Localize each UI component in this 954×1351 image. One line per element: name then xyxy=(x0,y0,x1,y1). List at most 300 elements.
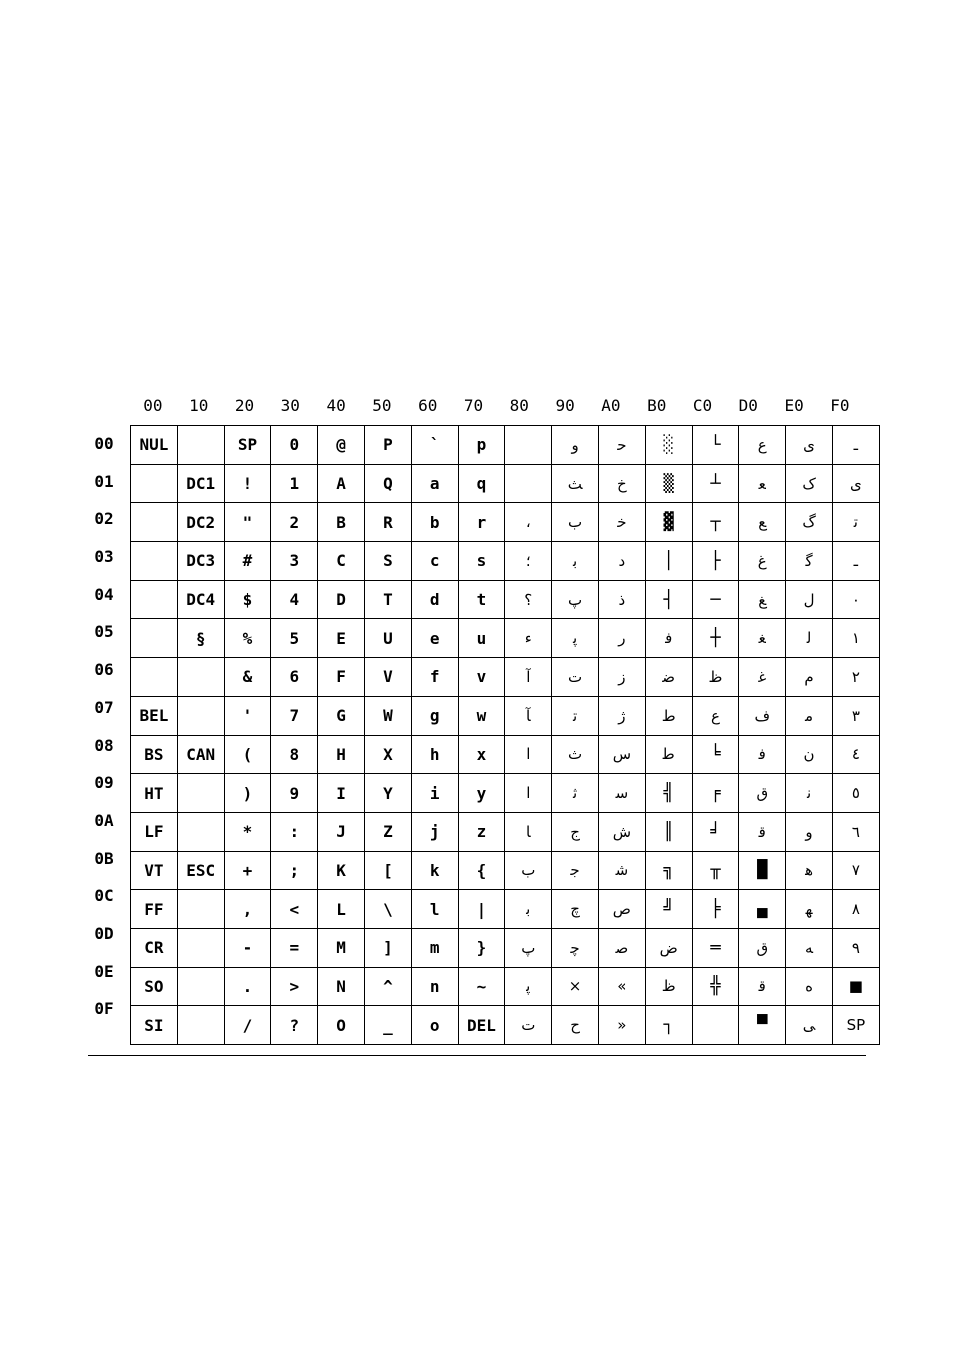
table-cell: 7 xyxy=(271,696,318,735)
table-row xyxy=(131,735,880,774)
table-cell: ؛ xyxy=(505,542,552,581)
table-cell: ╝ xyxy=(645,890,692,929)
table-row xyxy=(131,1006,880,1045)
table-cell xyxy=(505,426,552,465)
table-cell: ﺧ xyxy=(598,503,645,542)
row-header: 04 xyxy=(94,584,114,604)
table-cell: ﻊ xyxy=(739,503,786,542)
table-cell xyxy=(177,928,224,967)
table-cell: ﭖ xyxy=(505,928,552,967)
table-cell: U xyxy=(364,619,411,658)
table-cell: ١ xyxy=(832,619,879,658)
table-cell: O xyxy=(318,1006,365,1045)
table-cell: ░ xyxy=(645,426,692,465)
table-cell: % xyxy=(224,619,271,658)
table-cell: SP xyxy=(832,1006,879,1045)
table-cell: K xyxy=(318,851,365,890)
table-cell: ? xyxy=(271,1006,318,1045)
table-cell: P xyxy=(364,426,411,465)
table-cell: ﻟ xyxy=(786,619,833,658)
table-cell: ﻏ xyxy=(739,658,786,697)
table-cell: ` xyxy=(411,426,458,465)
table-cell: ﺣ xyxy=(598,426,645,465)
table-row xyxy=(131,774,880,813)
table-cell: DC4 xyxy=(177,580,224,619)
row-header: 0A xyxy=(94,810,114,830)
table-cell: 0 xyxy=(271,426,318,465)
table-cell: R xyxy=(364,503,411,542)
table-cell: ا xyxy=(505,774,552,813)
table-cell: SO xyxy=(131,967,178,1006)
table-cell: ﺕ xyxy=(552,658,599,697)
table-cell: ء xyxy=(505,619,552,658)
row-header: 0B xyxy=(94,848,114,868)
table-cell: ﻃ xyxy=(645,735,692,774)
column-header: 00 xyxy=(143,396,163,415)
table-cell: ﻥ xyxy=(786,735,833,774)
table-cell: ﻅ xyxy=(645,967,692,1006)
table-cell: _ xyxy=(364,1006,411,1045)
table-cell: | xyxy=(458,890,505,929)
row-header: 0D xyxy=(94,923,114,943)
table-cell: = xyxy=(271,928,318,967)
table-cell: ﻕ xyxy=(739,928,786,967)
table-cell: X xyxy=(364,735,411,774)
table-row xyxy=(131,542,880,581)
table-row xyxy=(131,464,880,503)
table-cell: ﺥ xyxy=(598,464,645,503)
row-header: 00 xyxy=(94,434,114,453)
table-cell: ٦ xyxy=(832,812,879,851)
table-cell: ﺽ xyxy=(645,928,692,967)
table-cell xyxy=(131,580,178,619)
table-cell: ﺭ xyxy=(598,619,645,658)
table-row xyxy=(131,696,880,735)
table-row xyxy=(131,580,880,619)
row-headers xyxy=(84,425,124,1028)
table-cell: ﮊ xyxy=(598,696,645,735)
table-cell: { xyxy=(458,851,505,890)
table-cell: BS xyxy=(131,735,178,774)
table-cell: F xyxy=(318,658,365,697)
table-row xyxy=(131,426,880,465)
table-cell: ╛ xyxy=(692,812,739,851)
table-cell: s xyxy=(458,542,505,581)
table-cell: # xyxy=(224,542,271,581)
table-cell: ﻬ xyxy=(786,890,833,929)
column-header: 20 xyxy=(234,396,255,415)
table-cell: k xyxy=(411,851,458,890)
table-cell: ﻣ xyxy=(786,696,833,735)
table-cell xyxy=(177,1006,224,1045)
table-cell xyxy=(177,967,224,1006)
table-cell: ; xyxy=(271,851,318,890)
character-code-table xyxy=(130,425,880,1045)
column-header: B0 xyxy=(647,396,667,415)
table-cell: c xyxy=(411,542,458,581)
table-cell: L xyxy=(318,890,365,929)
table-cell: ﺱ xyxy=(598,735,645,774)
table-cell: - xyxy=(224,928,271,967)
table-cell: ﭘ xyxy=(505,967,552,1006)
table-cell: ﺑ xyxy=(552,542,599,581)
table-row xyxy=(131,658,880,697)
table-cell: ﻭ xyxy=(786,812,833,851)
table-cell: └ xyxy=(692,426,739,465)
table-cell: ╥ xyxy=(692,851,739,890)
table-cell: g xyxy=(411,696,458,735)
table-cell: u xyxy=(458,619,505,658)
table-cell: E xyxy=(318,619,365,658)
table-cell: BEL xyxy=(131,696,178,735)
table-cell: y xyxy=(458,774,505,813)
table-cell xyxy=(131,658,178,697)
table-cell: ﺛ xyxy=(552,774,599,813)
table-cell: 9 xyxy=(271,774,318,813)
column-header: 80 xyxy=(509,396,529,415)
table-cell: █ xyxy=(739,851,786,890)
table-cell: $ xyxy=(224,580,271,619)
table-cell: " xyxy=(224,503,271,542)
table-cell: i xyxy=(411,774,458,813)
table-cell: ﻎ xyxy=(739,580,786,619)
table-cell: . xyxy=(224,967,271,1006)
table-cell: z xyxy=(458,812,505,851)
table-cell: ┤ xyxy=(645,580,692,619)
table-cell xyxy=(131,542,178,581)
table-cell: 3 xyxy=(271,542,318,581)
table-cell: 4 xyxy=(271,580,318,619)
table-row xyxy=(131,812,880,851)
table-cell: ╗ xyxy=(645,851,692,890)
table-cell: ﻰ xyxy=(786,1006,833,1045)
table-cell: \ xyxy=(364,890,411,929)
table-cell: ﺗ xyxy=(832,503,879,542)
table-cell: ╬ xyxy=(692,967,739,1006)
row-header: 07 xyxy=(94,697,114,717)
table-cell: V xyxy=(364,658,411,697)
table-cell: │ xyxy=(645,542,692,581)
table-cell xyxy=(177,774,224,813)
table-cell: ﺿ xyxy=(645,658,692,697)
table-cell: W xyxy=(364,696,411,735)
table-cell: ﺏ xyxy=(552,503,599,542)
table-cell: ┴ xyxy=(692,464,739,503)
table-cell: : xyxy=(271,812,318,851)
table-cell: ┼ xyxy=(692,619,739,658)
table-cell: ﺑ xyxy=(505,890,552,929)
table-cell: ╣ xyxy=(645,774,692,813)
table-cell: ﺟ xyxy=(552,851,599,890)
table-cell: [ xyxy=(364,851,411,890)
table-cell: ﭖ xyxy=(552,580,599,619)
table-cell: ﺹ xyxy=(598,890,645,929)
table-cell: ٢ xyxy=(832,658,879,697)
table-cell: t xyxy=(458,580,505,619)
column-header: A0 xyxy=(601,396,621,415)
table-cell: NUL xyxy=(131,426,178,465)
row-header: 01 xyxy=(94,471,114,491)
table-cell: ، xyxy=(505,503,552,542)
table-cell: 6 xyxy=(271,658,318,697)
table-cell: § xyxy=(177,619,224,658)
table-cell: , xyxy=(224,890,271,929)
table-cell: ' xyxy=(224,696,271,735)
table-cell: v xyxy=(458,658,505,697)
table-cell: f xyxy=(411,658,458,697)
table-cell: ( xyxy=(224,735,271,774)
table-cell: ﭘ xyxy=(552,619,599,658)
table-cell: M xyxy=(318,928,365,967)
table-cell: Z xyxy=(364,812,411,851)
table-cell: ﻩ xyxy=(786,967,833,1006)
row-header: 0F xyxy=(94,999,114,1019)
table-cell: Q xyxy=(364,464,411,503)
column-header: 10 xyxy=(189,396,209,415)
column-header: 50 xyxy=(372,396,392,415)
table-cell: e xyxy=(411,619,458,658)
table-cell: * xyxy=(224,812,271,851)
table-cell: FF xyxy=(131,890,178,929)
table-cell: ٤ xyxy=(832,735,879,774)
table-cell xyxy=(177,426,224,465)
table-cell: ﻡ xyxy=(786,658,833,697)
table-cell: ﺫ xyxy=(598,580,645,619)
table-cell xyxy=(177,890,224,929)
table-cell: ﺂ xyxy=(505,696,552,735)
table-cell: CR xyxy=(131,928,178,967)
table-cell: ﻐ xyxy=(739,619,786,658)
table-cell: ! xyxy=(224,464,271,503)
table-cell: VT xyxy=(131,851,178,890)
table-cell: ﺩ xyxy=(598,542,645,581)
table-cell: @ xyxy=(318,426,365,465)
table-cell: H xyxy=(318,735,365,774)
table-cell: ╘ xyxy=(692,735,739,774)
column-header: 70 xyxy=(463,396,484,415)
table-cell: ╞ xyxy=(692,890,739,929)
table-cell: ﻗ xyxy=(739,812,786,851)
table-cell: DC3 xyxy=(177,542,224,581)
table-cell: < xyxy=(271,890,318,929)
table-cell: ٣ xyxy=(832,696,879,735)
table-cell xyxy=(177,812,224,851)
table-cell: 1 xyxy=(271,464,318,503)
column-header: D0 xyxy=(738,396,758,415)
table-cell xyxy=(177,696,224,735)
table-cell: ٧ xyxy=(832,851,879,890)
table-cell xyxy=(131,464,178,503)
table-cell: / xyxy=(224,1006,271,1045)
table-cell: ﺗ xyxy=(552,696,599,735)
table-cell: DEL xyxy=(458,1006,505,1045)
table-cell: ▓ xyxy=(645,503,692,542)
table-cell: J xyxy=(318,812,365,851)
table-cell: ﻗ xyxy=(739,967,786,1006)
table-cell: ﻉ xyxy=(692,696,739,735)
table-row xyxy=(131,928,880,967)
row-header: 05 xyxy=(94,622,114,642)
table-cell: a xyxy=(411,464,458,503)
column-header: 60 xyxy=(418,396,438,415)
table-cell: m xyxy=(411,928,458,967)
table-cell: D xyxy=(318,580,365,619)
table-cell: SI xyxy=(131,1006,178,1045)
table-cell: ﺡ xyxy=(552,1006,599,1045)
column-header: E0 xyxy=(784,396,804,415)
table-cell: ▀ xyxy=(739,1006,786,1045)
table-cell xyxy=(131,503,178,542)
table-cell: ٩ xyxy=(832,928,879,967)
table-cell: ﮎ xyxy=(786,464,833,503)
table-cell: 2 xyxy=(271,503,318,542)
table-cell: ﺻ xyxy=(598,928,645,967)
table-cell: « xyxy=(598,967,645,1006)
row-header: 08 xyxy=(94,735,114,755)
table-cell: ﺝ xyxy=(552,812,599,851)
table-cell: DC2 xyxy=(177,503,224,542)
table-cell: r xyxy=(458,503,505,542)
row-header: 06 xyxy=(94,660,114,680)
table-cell: SP xyxy=(224,426,271,465)
table-cell: ) xyxy=(224,774,271,813)
column-header: F0 xyxy=(830,396,850,415)
table-cell: ﻉ xyxy=(739,426,786,465)
table-cell: ﺍ xyxy=(505,735,552,774)
table-cell: ═ xyxy=(692,928,739,967)
table-cell: ] xyxy=(364,928,411,967)
table-cell: ﺏ xyxy=(505,851,552,890)
table-cell: ║ xyxy=(645,812,692,851)
table-cell: & xyxy=(224,658,271,697)
table-cell: T xyxy=(364,580,411,619)
table-cell: S xyxy=(364,542,411,581)
table-cell: ﻁ xyxy=(645,696,692,735)
table-cell: ﺯ xyxy=(598,658,645,697)
table-cell: j xyxy=(411,812,458,851)
table-cell: ـ xyxy=(832,426,879,465)
table-cell xyxy=(505,464,552,503)
table-cell: ٨ xyxy=(832,890,879,929)
table-cell: ﭼ xyxy=(552,928,599,967)
table-cell: ┬ xyxy=(692,503,739,542)
table-cell: ﻓ xyxy=(739,735,786,774)
table-cell: B xyxy=(318,503,365,542)
table-cell: ﻝ xyxy=(786,580,833,619)
table-row xyxy=(131,619,880,658)
table-cell xyxy=(692,1006,739,1045)
table-cell: ﻕ xyxy=(739,774,786,813)
table-cell: ﯼ xyxy=(786,426,833,465)
table-cell: N xyxy=(318,967,365,1006)
table-cell: G xyxy=(318,696,365,735)
table-row xyxy=(131,890,880,929)
row-header: 02 xyxy=(94,509,114,529)
row-header: 0C xyxy=(94,886,114,906)
table-cell: ﺕ xyxy=(505,1006,552,1045)
table-cell: ﻪ xyxy=(786,928,833,967)
table-cell: ﮔ xyxy=(786,542,833,581)
table-cell: I xyxy=(318,774,365,813)
table-cell: ٥ xyxy=(832,774,879,813)
table-cell: HT xyxy=(131,774,178,813)
row-header: 03 xyxy=(94,547,114,567)
table-cell: q xyxy=(458,464,505,503)
table-cell: ﻌ xyxy=(739,464,786,503)
table-cell: ﻅ xyxy=(692,658,739,697)
bottom-divider xyxy=(88,1055,866,1056)
table-cell: ﻑ xyxy=(739,696,786,735)
row-header: 0E xyxy=(94,961,114,981)
table-cell: b xyxy=(411,503,458,542)
table-cell: ﺷ xyxy=(598,851,645,890)
table-cell: } xyxy=(458,928,505,967)
table-cell: ┐ xyxy=(645,1006,692,1045)
table-cell: ├ xyxy=(692,542,739,581)
table-cell: h xyxy=(411,735,458,774)
table-cell: ~ xyxy=(458,967,505,1006)
table-cell: CAN xyxy=(177,735,224,774)
column-header: 40 xyxy=(326,396,346,415)
table-cell: + xyxy=(224,851,271,890)
table-cell: n xyxy=(411,967,458,1006)
table-cell: ﻫ xyxy=(786,851,833,890)
table-cell: ﻍ xyxy=(739,542,786,581)
table-cell: ـ xyxy=(832,542,879,581)
table-cell: A xyxy=(318,464,365,503)
column-header: 90 xyxy=(555,396,575,415)
table-row xyxy=(131,967,880,1006)
table-cell: x xyxy=(458,735,505,774)
table-cell: ▒ xyxy=(645,464,692,503)
table-row xyxy=(131,503,880,542)
column-header: C0 xyxy=(692,396,713,415)
table-cell: C xyxy=(318,542,365,581)
table-cell: l xyxy=(411,890,458,929)
table-cell xyxy=(131,619,178,658)
table-row xyxy=(131,851,880,890)
table-cell: ﻯ xyxy=(832,464,879,503)
table-cell: > xyxy=(271,967,318,1006)
table-cell: ESC xyxy=(177,851,224,890)
table-cell: » xyxy=(598,1006,645,1045)
table-cell: ╒ xyxy=(692,774,739,813)
table-cell: ؟ xyxy=(505,580,552,619)
table-cell: ﺳ xyxy=(598,774,645,813)
table-cell: DC1 xyxy=(177,464,224,503)
table-cell: ﺵ xyxy=(598,812,645,851)
table-cell: ﻓ xyxy=(645,619,692,658)
table-cell: d xyxy=(411,580,458,619)
table-cell: ■ xyxy=(832,967,879,1006)
column-headers xyxy=(130,393,863,419)
table-cell: p xyxy=(458,426,505,465)
table-cell: ^ xyxy=(364,967,411,1006)
table-cell: × xyxy=(552,967,599,1006)
column-header: 30 xyxy=(280,396,300,415)
table-cell: Y xyxy=(364,774,411,813)
table-cell: ٠ xyxy=(832,580,879,619)
row-header: 09 xyxy=(94,773,114,793)
table-cell: ﻧ xyxy=(786,774,833,813)
table-cell: ﺚ xyxy=(552,464,599,503)
table-cell: ﮒ xyxy=(786,503,833,542)
table-cell: ﺎ xyxy=(505,812,552,851)
table-cell: LF xyxy=(131,812,178,851)
table-cell: ﭺ xyxy=(552,890,599,929)
table-cell: 8 xyxy=(271,735,318,774)
table-cell: ▄ xyxy=(739,890,786,929)
